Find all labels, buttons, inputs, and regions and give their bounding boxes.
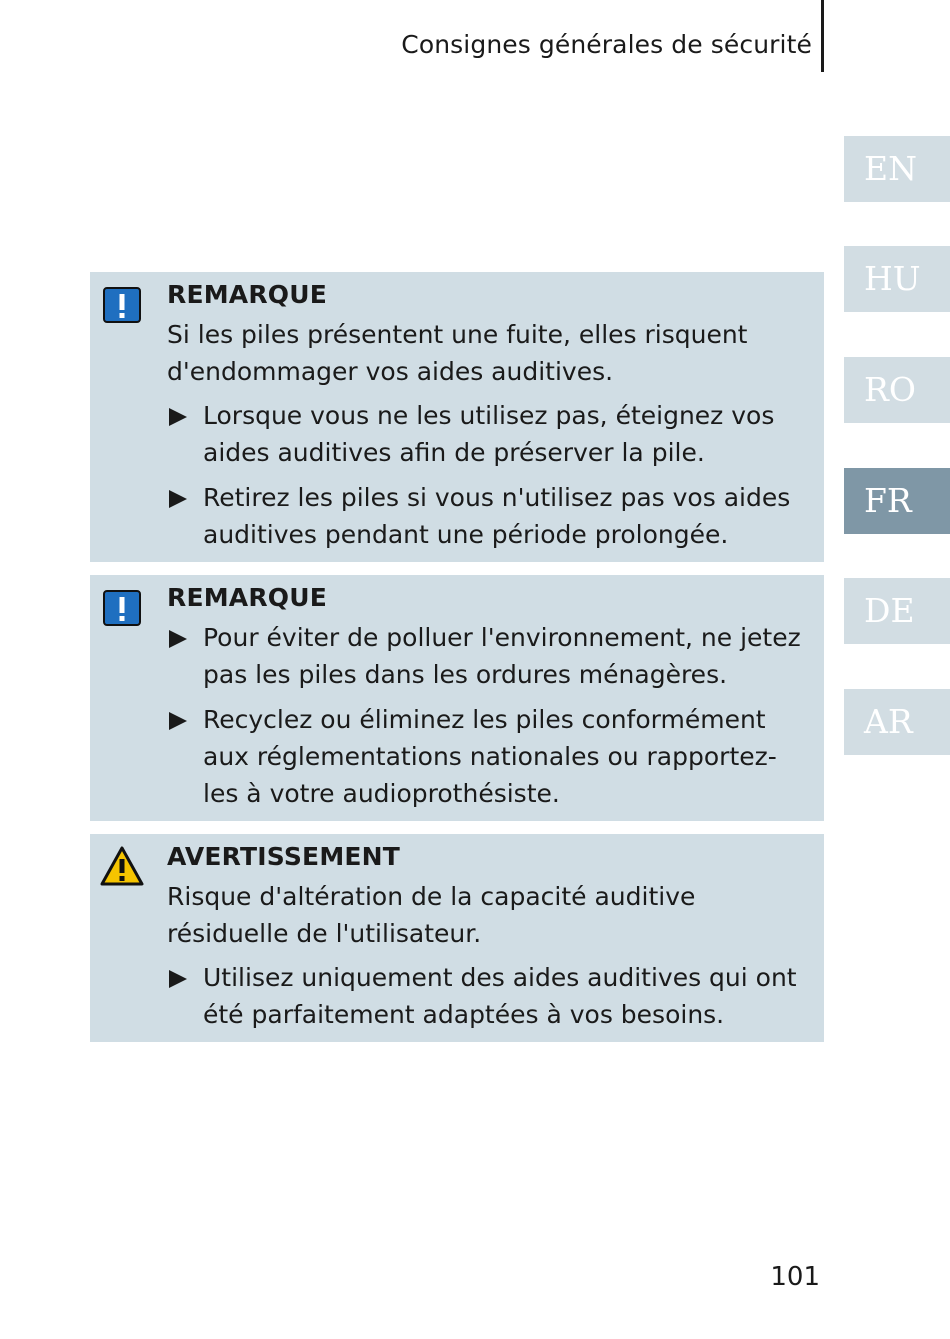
list-item <box>167 619 802 693</box>
list-item-text: Recyclez ou éliminez les piles conformément aux réglementations nationales ou rapportez-les à votre audioprothésiste. <box>203 705 777 808</box>
lang-tab-ar[interactable]: AR <box>844 689 950 755</box>
list-item <box>167 701 802 812</box>
notice-text: Risque d'altération de la capacité auditive résiduelle de l'utilisateur. <box>167 882 696 948</box>
bullet-triangle-icon <box>169 970 187 988</box>
running-header-title: Consignes générales de sécurité <box>401 30 812 59</box>
notice-title: REMARQUE <box>167 583 328 612</box>
bullet-triangle-icon <box>169 630 187 648</box>
exclamation-icon <box>102 286 142 326</box>
notice-box-remarque-1 <box>90 272 824 562</box>
list-item <box>167 479 802 553</box>
bullet-triangle-icon <box>169 408 187 426</box>
list-item-text: Utilisez uniquement des aides auditives qui ont été parfaitement adaptées à vos besoins. <box>203 963 797 1029</box>
lang-tab-hu[interactable]: HU <box>844 246 950 312</box>
lang-tab-en[interactable]: EN <box>844 136 950 202</box>
list-item-text: Pour éviter de polluer l'environnement, ne jetez pas les piles dans les ordures ménagères. <box>203 623 801 689</box>
bullet-triangle-icon <box>169 712 187 730</box>
list-item-text: Retirez les piles si vous n'utilisez pas vos aides auditives pendant une période prolongée. <box>203 483 791 549</box>
list-item <box>167 397 802 471</box>
lang-tab-ro[interactable]: RO <box>844 357 950 423</box>
warning-triangle-icon <box>99 845 145 887</box>
header-rule <box>821 0 824 72</box>
lang-tab-de[interactable]: DE <box>844 578 950 644</box>
page-number: 101 <box>770 1262 820 1292</box>
bullet-triangle-icon <box>169 490 187 508</box>
list-item <box>167 959 802 1033</box>
notice-title: AVERTISSEMENT <box>167 842 401 871</box>
notice-box-remarque-2 <box>90 575 824 821</box>
notice-text: Si les piles présentent une fuite, elles risquent d'endommager vos aides auditives. <box>167 320 748 386</box>
notice-box-avertissement <box>90 834 824 1042</box>
notice-title: REMARQUE <box>167 280 328 309</box>
lang-tab-fr[interactable]: FR <box>844 468 950 534</box>
exclamation-icon <box>102 589 142 629</box>
list-item-text: Lorsque vous ne les utilisez pas, éteignez vos aides auditives afin de préserver la pile. <box>203 401 775 467</box>
